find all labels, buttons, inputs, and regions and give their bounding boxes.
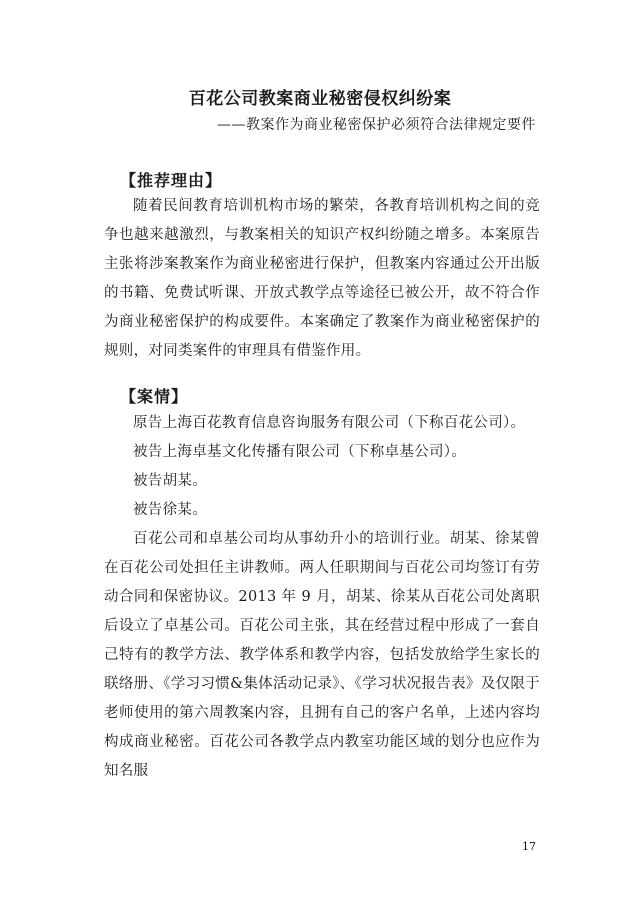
paragraph: 被告徐某。 [133, 502, 207, 518]
section-heading-recommendation: 【推荐理由】 [120, 171, 223, 190]
paragraph: 随着民间教育培训机构市场的繁荣，各教育培训机构之间的竞争也越来越激烈，与教案相关的知识产权纠纷随之增多。本案原告主张将涉案教案作为商业秘密进行保护，但教案内容通过公开出版的书籍、免费试听课、开放式教学点等途径已被公开，故不符合作为商业秘密保护的构成要件。本案确定了教案作为商业秘密保护的规则，对同类案件的审理具有借鉴作用。 [104, 198, 540, 359]
document-title: 百花公司教案商业秘密侵权纠纷案 [188, 89, 452, 109]
document-subtitle: ——教案作为商业秘密保护必须符合法律规定要件 [217, 117, 536, 133]
paragraph: 被告上海卓基文化传播有限公司（下称卓基公司）。 [133, 444, 467, 460]
paragraph: 原告上海百花教育信息咨询服务有限公司（下称百花公司）。 [133, 415, 526, 431]
page-number: 17 [522, 840, 536, 853]
section-body-case-facts [104, 409, 540, 786]
section-heading-case-facts: 【案情】 [120, 387, 189, 406]
paragraph: 被告胡某。 [133, 473, 207, 489]
paragraph: 百花公司和卓基公司均从事幼升小的培训行业。胡某、徐某曾在百花公司处担任主讲教师。两人任职期间与百花公司均签订有劳动合同和保密协议。2013 年 9 月，胡某、徐某从百花公司处离职后设立了卓基公司。百花公司主张，其在经营过程中形成了一套自己特有的教学方法、教学体系和教学内容，包括发放给学生家长的联络册、《学习习惯&集体活动记录》、《学习状况报告表》及仅限于老师使用的第六周教案内容，且拥有自己的客户名单，上述内容均构成商业秘密。百花公司各教学点内教室功能区域的划分也应作为知名服 [104, 531, 540, 779]
section-body-recommendation [104, 192, 540, 366]
